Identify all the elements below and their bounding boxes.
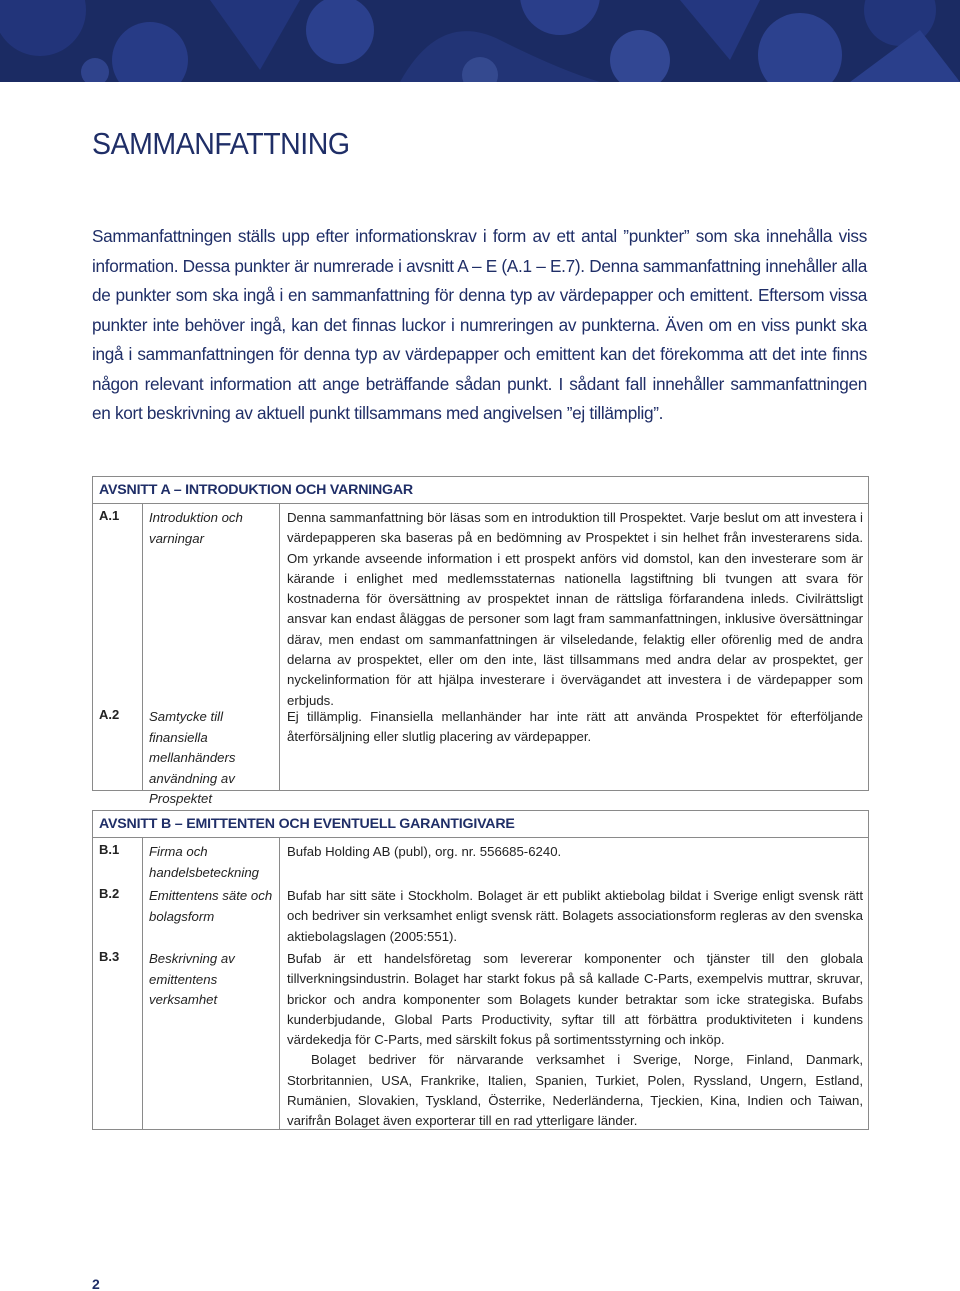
section-a-heading: AVSNITT A – INTRODUKTION OCH VARNINGAR bbox=[93, 477, 868, 504]
row-text: Bufab Holding AB (publ), org. nr. 556685-6240. bbox=[287, 844, 562, 859]
row-code: B.1 bbox=[99, 842, 120, 857]
header-banner bbox=[0, 0, 960, 82]
row-code: B.3 bbox=[99, 949, 120, 964]
section-a-table bbox=[92, 476, 869, 806]
page-title: SAMMANFATTNING bbox=[92, 126, 350, 161]
row-paragraph: Bolaget bedriver för närvarande verksamhet i Sverige, Norge, Finland, Danmark, Storbritannien, USA, Frankrike, Italien, Spanien, Turkiet, Polen, Ryssland, Ungern, Estland, Rumänien, Slovakien, Tyskland, Österrike, Nederländerna, Tjeckien, Kina, Indien och Taiwan, varifrån Bolaget även exporterar till en rad ytterligare länder. bbox=[287, 1052, 863, 1129]
row-label: Firma och handelsbeteckning bbox=[149, 844, 259, 880]
row-code: A.2 bbox=[99, 707, 120, 722]
row-text: Ej tillämplig. Finansiella mellanhänder har inte rätt att använda Prospektet för efterföljande återförsäljning eller slutlig placering av värdepapper. bbox=[287, 709, 863, 745]
row-text: Bufab har sitt säte i Stockholm. Bolaget är ett publikt aktiebolag bildat i Sverige enligt svensk rätt och bedriver sin verksamhet enligt svensk rätt. Bolagets associationsform regleras av den svenska aktiebolagslagen (2005:551). bbox=[287, 888, 863, 944]
row-text: Denna sammanfattning bör läsas som en introduktion till Prospektet. Varje beslut om att investera i värdepapperen ska baseras på en bedömning av Prospektet i sin helhet från investerarens sida. Om yrkande avseende information i ett prospekt anförs vid domstol, kan den investerare som är kärande i enlighet med medlemsstaternas nationella lagstiftning bli tvungen att svara för kostnaderna för översättning av prospektet innan de rättsliga förfarandena inleds. Civilrättsligt ansvar kan endast åläggas de personer som lagt fram sammanfattningen, inklusive översättningar därav, men endast om sammanfattningen är vilseledande, felaktig eller oförenlig med de andra delarna av prospektet, eller om den inte, läst tillsammans med andra delar av prospektet, ger nyckelinformation för att hjälpa investerare i övervägandet att investera i de värdepapper som erbjuds. bbox=[287, 510, 863, 708]
row-code: B.2 bbox=[99, 886, 120, 901]
section-b-table bbox=[92, 810, 869, 1130]
row-text bbox=[287, 949, 863, 1132]
column-divider bbox=[279, 504, 280, 790]
column-divider bbox=[142, 838, 143, 1129]
column-divider bbox=[279, 838, 280, 1129]
row-label: Introduktion och varningar bbox=[149, 510, 243, 546]
banner-pattern-graphic bbox=[0, 0, 960, 82]
row-label: Beskrivning av emittentens verksamhet bbox=[149, 951, 235, 1007]
section-b-heading: AVSNITT B – EMITTENTEN OCH EVENTUELL GARANTIGIVARE bbox=[93, 811, 868, 838]
row-label: Emittentens säte och bolagsform bbox=[149, 888, 273, 924]
column-divider bbox=[142, 504, 143, 790]
page-number: 2 bbox=[92, 1276, 100, 1291]
row-code: A.1 bbox=[99, 508, 120, 523]
row-paragraph: Bufab är ett handelsföretag som levererar komponenter och tjänster till den globala tillverkningsindustrin. Bolaget har starkt fokus på så kallade C-Parts, exempelvis muttrar, skruvar, brickor och andra komponenter som Bolagets kunder betraktar som icke strategiska. Bufabs kunderbjudande, Global Parts Productivity, syftar till att förbättra produktiviteten i kundens värdekedja för C-Parts, med särskilt fokus på sortimentsstyrning och inköp. bbox=[287, 951, 863, 1048]
row-label: Samtycke till finansiella mellanhänders användning av Prospektet bbox=[149, 709, 236, 806]
intro-paragraph: Sammanfattningen ställs upp efter informationskrav i form av ett antal ”punkter” som ska innehålla viss information. Dessa punkter är numrerade i avsnitt A – E (A.1 – E.7). Denna sammanfattning innehåller alla de punkter som ska ingå i en sammanfattning för denna typ av värdepapper och emittent. Eftersom vissa punkter inte behöver ingå, kan det finnas luckor i numreringen av punkterna. Även om en viss punkt ska ingå i sammanfattningen för denna typ av värdepapper och emittent kan det förekomma att det inte finns någon relevant information att ange beträffande sådan punkt. I sådant fall innehåller sammanfattningen en kort beskrivning av aktuell punkt tillsammans med angivelsen ”ej tillämplig”. bbox=[92, 226, 867, 423]
